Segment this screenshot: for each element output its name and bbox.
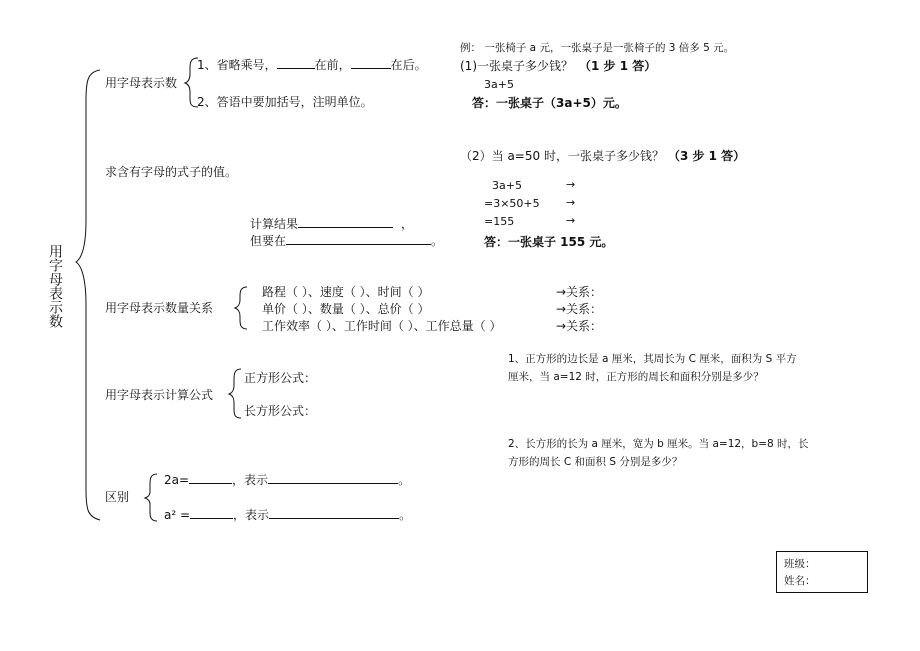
relation-label-2: →关系： [556, 302, 603, 316]
q2-line-2: =3×50+5 [484, 197, 540, 210]
q1-answer: 答：一张桌子（3a+5）元。 [472, 96, 627, 110]
sec1-item2: 2、答语中要加括号，注明单位。 [197, 95, 373, 109]
sec2-calc1 [250, 218, 413, 230]
row2-expr: a² = [164, 508, 191, 522]
blank-line [268, 482, 398, 484]
sec2-heading: 求含有字母的式子的值。 [105, 165, 238, 179]
q2-note: （3 步 1 答） [667, 149, 746, 163]
sec3-brace [235, 287, 247, 329]
q2-line-3: =155 [484, 215, 515, 228]
problem2-line1: 2、长方形的长为 a 厘米，宽为 b 厘米。当 a=12，b=8 时，长 [508, 438, 809, 450]
sec3-heading: 用字母表示数量关系 [105, 301, 214, 315]
vertical-title: 用字母表示数 [47, 244, 63, 328]
q2-answer: 答：一张桌子 155 元。 [484, 235, 614, 249]
sec1-heading: 用字母表示数 [105, 76, 178, 90]
class-label: 班级： [784, 558, 816, 570]
sec5-row2 [164, 509, 411, 521]
sec4-brace [229, 369, 241, 418]
q1-text: (1)一张桌子多少钱？ [460, 59, 573, 73]
problem1-line1: 1、正方形的边长是 a 厘米，其周长为 C 厘米，面积为 S 平方 [508, 353, 797, 365]
rect-formula: 长方形公式： [244, 404, 317, 418]
sec5-heading: 区别 [105, 490, 130, 504]
row2-suffix: 。 [399, 508, 412, 522]
square-formula: 正方形公式： [244, 371, 317, 385]
sec3-row1: 路程（ ）、速度（ ）、时间（ ） [262, 285, 430, 299]
main-brace [76, 70, 100, 520]
sec4-heading: 用字母表示计算公式 [105, 388, 214, 402]
blank-line [269, 517, 399, 519]
q2-line-1: 3a+5 [492, 179, 522, 192]
row1-mid: ，表示 [232, 473, 269, 487]
row1-suffix: 。 [398, 473, 411, 487]
calc1-prefix: 计算结果 [250, 217, 299, 231]
blank-line [286, 243, 431, 245]
calc1-suffix: ， [401, 217, 414, 231]
row1-expr: 2a= [164, 473, 190, 487]
example-q1 [460, 60, 656, 72]
example-q2 [460, 150, 745, 162]
calc2-prefix: 但要在 [250, 234, 287, 248]
sec5-row1 [164, 474, 410, 486]
relation-label-1: →关系： [556, 285, 603, 299]
sec5-brace [145, 474, 157, 521]
blank-line [189, 482, 232, 484]
problem1-line2: 厘米，当 a=12 时，正方形的周长和面积分别是多少？ [508, 371, 764, 383]
row2-mid: ，表示 [233, 508, 270, 522]
q1-expression: 3a+5 [484, 78, 514, 91]
problem2-line2: 方形的周长 C 和面积 S 分别是多少？ [508, 456, 683, 468]
q1-note: （1 步 1 答） [579, 59, 657, 73]
blank-line [298, 226, 393, 228]
name-label: 姓名： [784, 575, 816, 587]
calc2-suffix: 。 [431, 234, 444, 248]
sec1-item1-suffix: 在后。 [390, 58, 427, 72]
sec1-item1-prefix: 1、省略乘号， [197, 58, 277, 72]
sec1-item1 [197, 59, 427, 71]
relation-label-3: →关系： [556, 319, 603, 333]
arrow-icon: → [566, 178, 576, 191]
blank-line [190, 517, 233, 519]
sec1-item1-mid: 在前， [314, 58, 351, 72]
sec2-calc2 [250, 235, 443, 247]
sec3-row2: 单价（ ）、数量（ ）、总价（ ） [262, 302, 430, 316]
example-intro: 例： 一张椅子 a 元，一张桌子是一张椅子的 3 倍多 5 元。 [460, 42, 735, 54]
blank-line [277, 67, 315, 69]
arrow-icon: → [566, 196, 576, 209]
q2-text: （2）当 a=50 时，一张桌子多少钱？ [460, 149, 664, 163]
sec3-row3: 工作效率（ ）、工作时间（ ）、工作总量（ ） [262, 319, 502, 333]
blank-line [351, 67, 391, 69]
arrow-icon: → [566, 214, 576, 227]
